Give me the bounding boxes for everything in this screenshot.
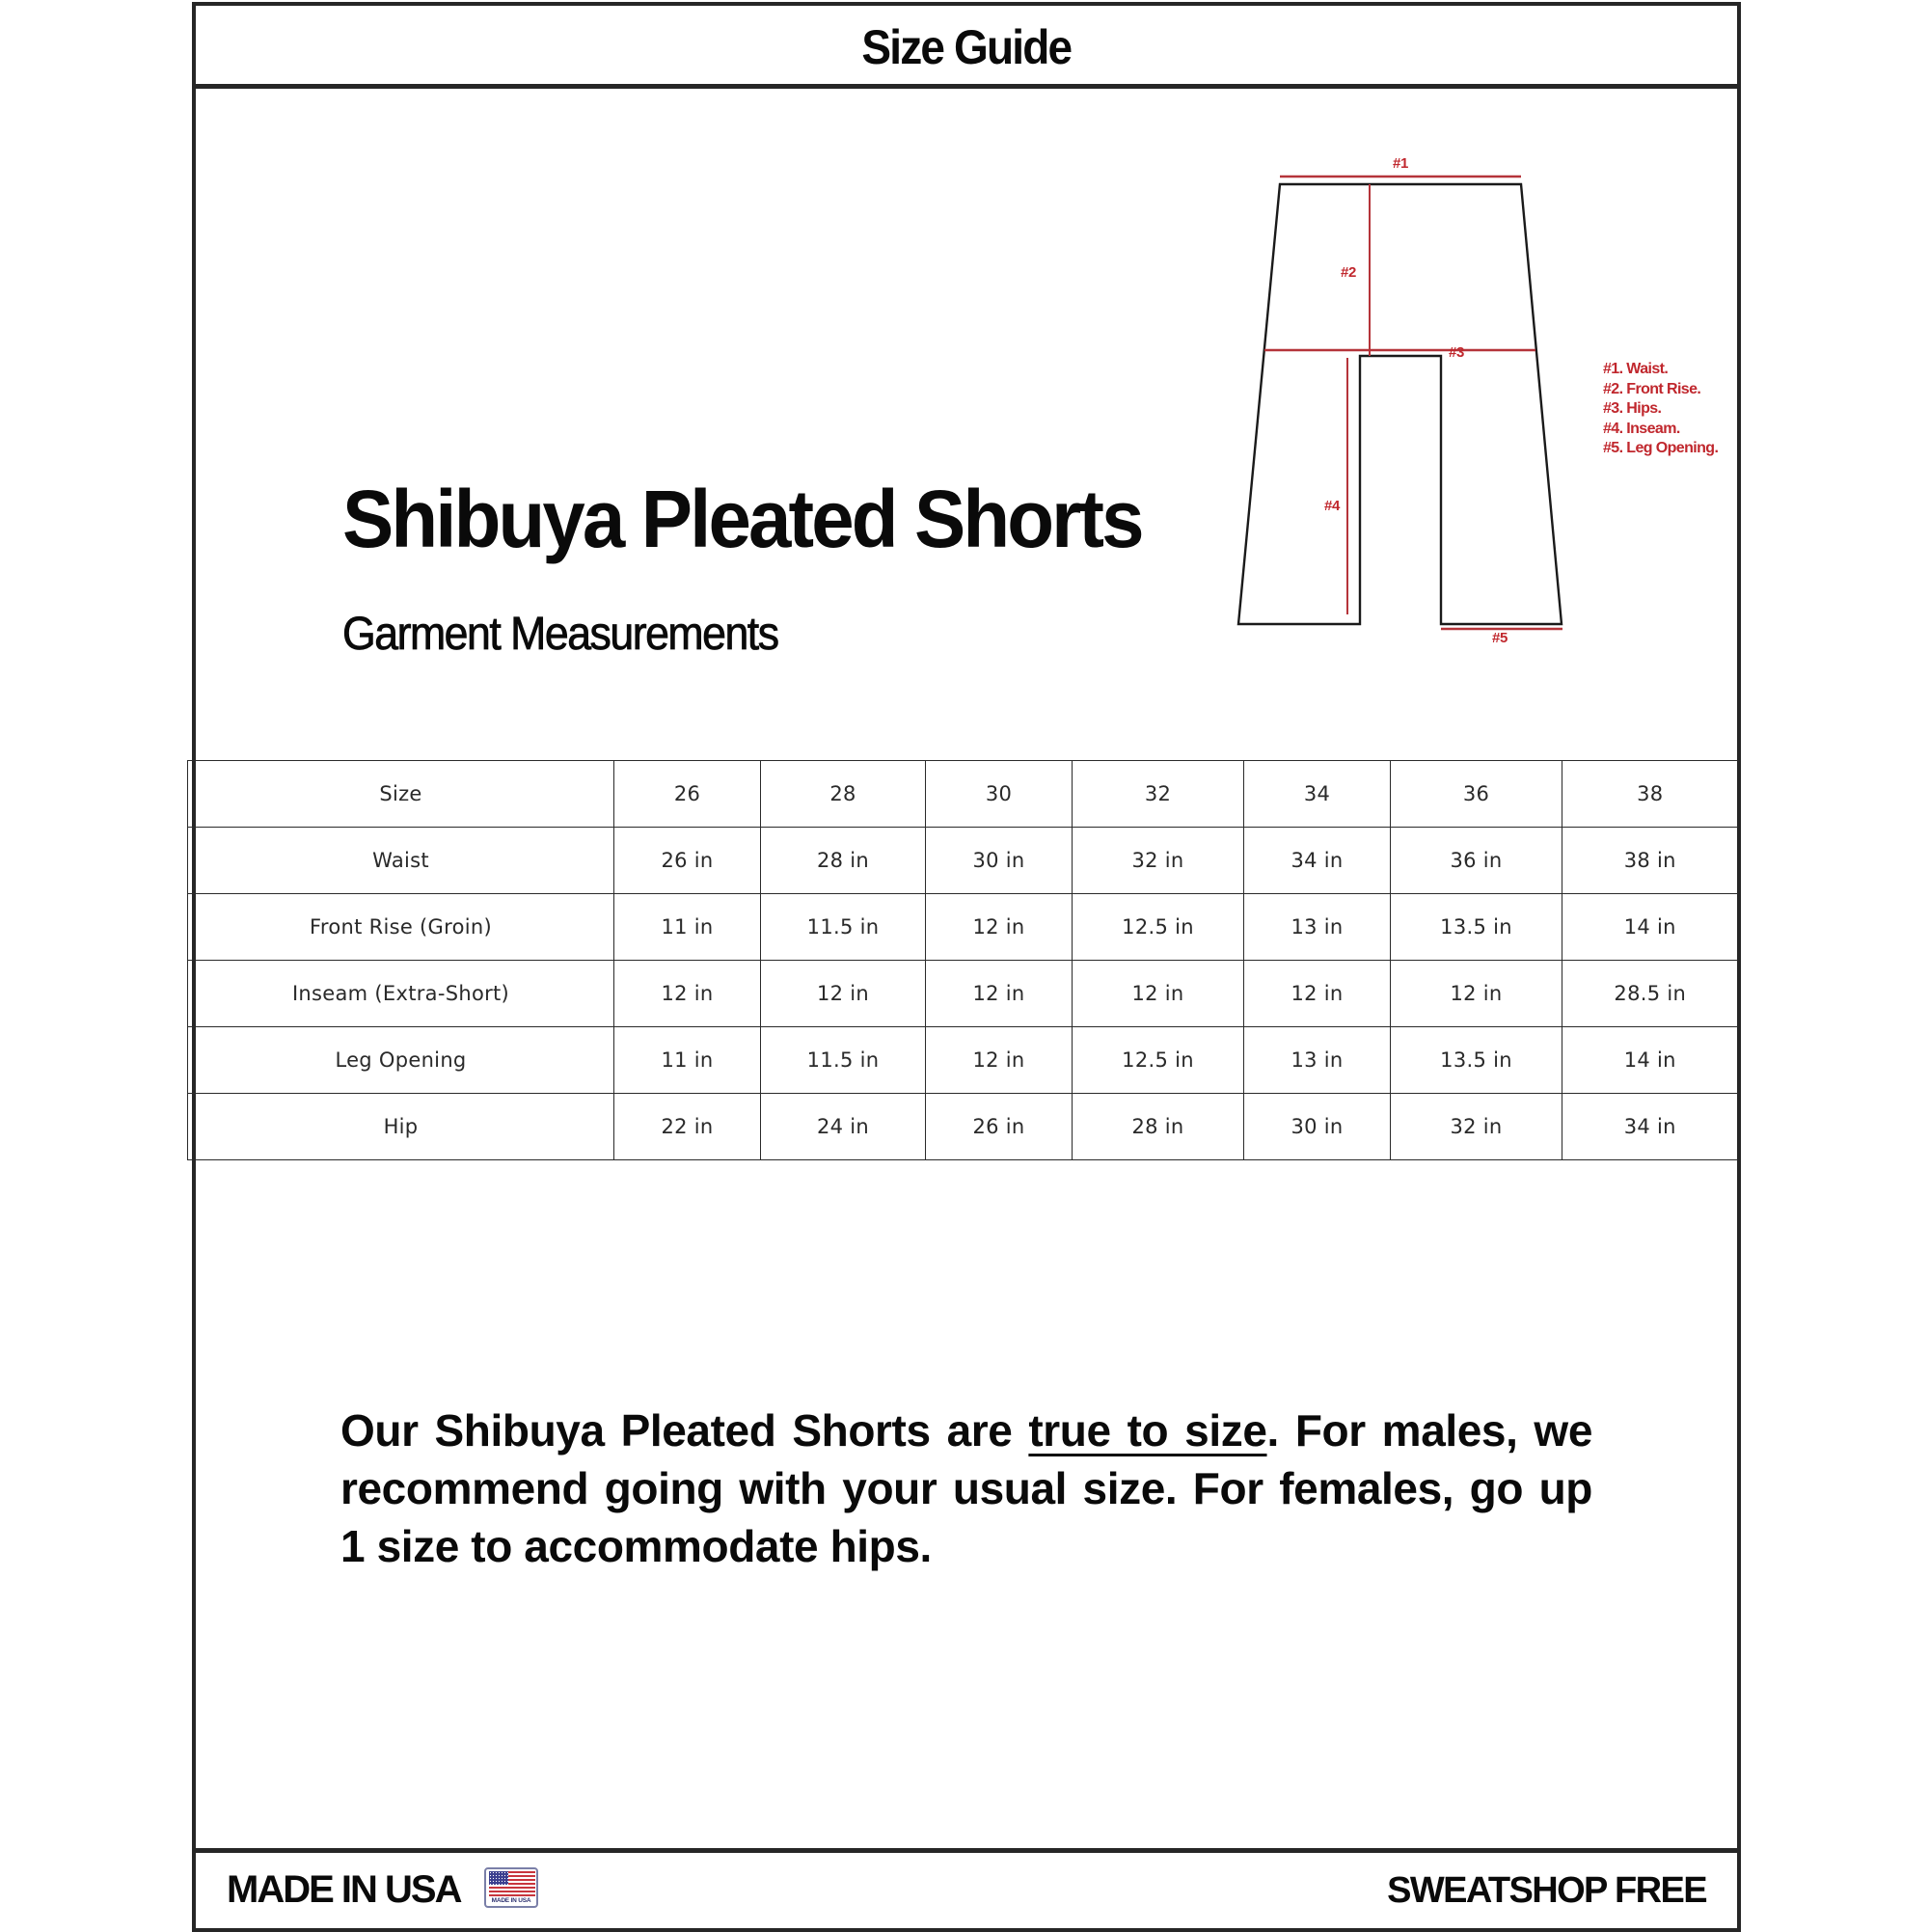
table-cell: 12 in [1244,961,1391,1027]
table-cell: 12 in [926,894,1073,961]
table-header-row [188,761,1738,828]
table-cell: 13.5 in [1391,894,1562,961]
legend-item: #5. Leg Opening. [1603,440,1719,456]
diagram-legend [1603,360,1718,459]
table-header-cell: 32 [1073,761,1244,828]
table-cell: 12 in [926,1027,1073,1094]
legend-item: #2. Front Rise. [1603,380,1701,397]
table-header-cell: 34 [1244,761,1391,828]
product-title: Shibuya Pleated Shorts [342,474,1142,564]
table-cell: 26 in [614,828,761,894]
legend-item: #3. Hips. [1603,400,1662,417]
row-label: Front Rise (Groin) [188,894,614,961]
size-table [187,760,1738,1160]
badge-text: MADE IN USA [491,1897,531,1904]
table-cell: 12.5 in [1073,1027,1244,1094]
table-row [188,894,1738,961]
table-cell: 12 in [614,961,761,1027]
fit-note-text: Our Shibuya Pleated Shorts are [340,1405,1029,1456]
table-cell: 28 in [761,828,926,894]
table-cell: 12.5 in [1073,894,1244,961]
section-subtitle: Garment Measurements [342,609,778,660]
row-label: Inseam (Extra-Short) [188,961,614,1027]
row-label: Hip [188,1094,614,1160]
footer [196,1848,1737,1928]
table-cell: 32 in [1073,828,1244,894]
diagram-label-inseam: #4 [1324,498,1340,514]
flag-icon [489,1871,535,1896]
diagram-label-waist: #1 [1393,155,1408,172]
table-cell: 14 in [1562,1027,1738,1094]
fit-note-text: . For males, we recommend going with your usual size. For females, go up 1 size to accommodate hips. [340,1405,1592,1571]
flag-canton [489,1871,508,1885]
table-cell: 12 in [1391,961,1562,1027]
made-in-usa-label: MADE IN USA [227,1868,461,1911]
table-cell: 13 in [1244,894,1391,961]
us-flag-icon [484,1867,538,1908]
table-cell: 22 in [614,1094,761,1160]
table-cell: 32 in [1391,1094,1562,1160]
true-to-size-emphasis: true to size [1028,1405,1267,1456]
size-guide-card [192,2,1741,1932]
table-header-cell: 36 [1391,761,1562,828]
table-header-cell: Size [188,761,614,828]
page-title: Size Guide [861,19,1072,74]
table-header-cell: 30 [926,761,1073,828]
table-row [188,1027,1738,1094]
table-cell: 26 in [926,1094,1073,1160]
table-cell: 30 in [1244,1094,1391,1160]
diagram-label-leg-opening: #5 [1492,630,1508,646]
table-cell: 11 in [614,894,761,961]
table-cell: 12 in [1073,961,1244,1027]
table-header-cell: 38 [1562,761,1738,828]
diagram-label-hips: #3 [1449,344,1464,361]
legend-item: #4. Inseam. [1603,420,1680,437]
table-cell: 36 in [1391,828,1562,894]
fit-note [340,1401,1592,1575]
legend-item: #1. Waist. [1603,361,1669,377]
table-cell: 12 in [761,961,926,1027]
table-cell: 28 in [1073,1094,1244,1160]
table-cell: 34 in [1562,1094,1738,1160]
table-cell: 38 in [1562,828,1738,894]
table-cell: 13 in [1244,1027,1391,1094]
table-cell: 11.5 in [761,894,926,961]
row-label: Leg Opening [188,1027,614,1094]
table-cell: 30 in [926,828,1073,894]
table-cell: 24 in [761,1094,926,1160]
table-cell: 28.5 in [1562,961,1738,1027]
table-cell: 12 in [926,961,1073,1027]
table-cell: 34 in [1244,828,1391,894]
table-header-cell: 26 [614,761,761,828]
row-label: Waist [188,828,614,894]
sweatshop-free-label: SWEATSHOP FREE [1387,1870,1706,1911]
table-row [188,828,1738,894]
table-row [188,1094,1738,1160]
table-header-cell: 28 [761,761,926,828]
table-cell: 13.5 in [1391,1027,1562,1094]
table-cell: 11 in [614,1027,761,1094]
diagram-label-front-rise: #2 [1341,264,1356,281]
table-cell: 11.5 in [761,1027,926,1094]
table-row [188,961,1738,1027]
table-cell: 14 in [1562,894,1738,961]
